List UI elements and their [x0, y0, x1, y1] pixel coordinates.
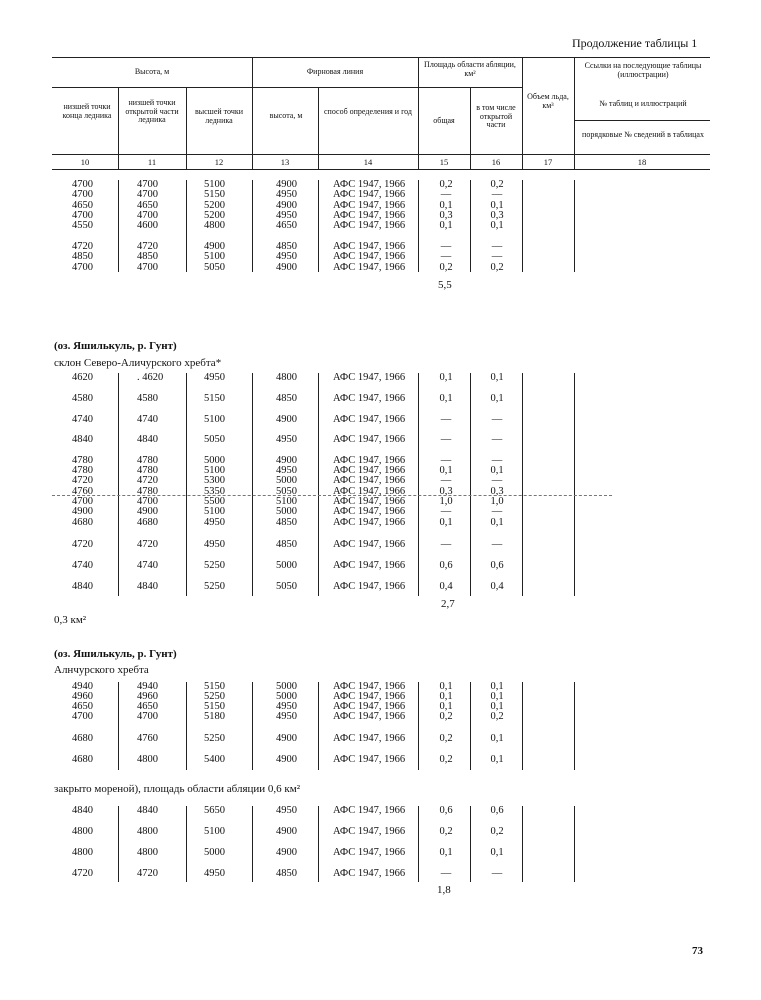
table-cell: 5250	[204, 733, 225, 744]
table-cell: 0,6	[439, 805, 453, 816]
table-cell: 4720	[137, 475, 158, 486]
table-cell: 5050	[276, 581, 297, 592]
table-cell: 0,1	[490, 199, 504, 211]
table-cell: —	[491, 189, 503, 201]
table-cell: 4720	[72, 241, 93, 252]
column-rule	[118, 180, 119, 272]
block-3-subheading: Алнчурского хребта	[54, 664, 149, 676]
table-cell: —	[491, 434, 503, 445]
table-cell: 0,2	[439, 261, 453, 273]
table-cell: АФС 1947, 1966	[333, 517, 406, 528]
header-lowest-end: низшей точки конца ледника	[62, 102, 112, 120]
table-cell: 4680	[72, 517, 93, 528]
column-rule	[574, 180, 575, 272]
column-number: 13	[280, 157, 290, 167]
table-cell: 4800	[276, 372, 297, 383]
table-cell: 4680	[137, 517, 158, 528]
table-cell: 4900	[276, 754, 297, 765]
table-cell: 0,2	[439, 711, 453, 722]
header-area-total: общая	[433, 116, 455, 125]
table-cell: 0,1	[439, 691, 453, 702]
table-cell: 5050	[204, 261, 225, 273]
column-rule	[574, 682, 575, 770]
table-cell: 0,1	[490, 220, 504, 232]
table-cell: 4650	[72, 199, 93, 211]
table-cell: АФС 1947, 1966	[333, 847, 406, 858]
table-cell: 0,3	[490, 486, 504, 497]
table-cell: 5350	[204, 486, 225, 497]
table-cell: 5100	[204, 826, 225, 837]
table-cell: АФС 1947, 1966	[333, 241, 406, 252]
column-rule	[418, 180, 419, 272]
table-cell: —	[491, 414, 503, 425]
table-cell: 4940	[137, 681, 158, 692]
table-cell: АФС 1947, 1966	[333, 465, 406, 476]
continuation-title: Продолжение таблицы 1	[572, 36, 698, 50]
table-cell: 0,1	[439, 220, 453, 232]
table-cell: 5100	[204, 251, 225, 263]
column-rule	[118, 373, 119, 596]
table-cell: 1,0	[439, 496, 453, 507]
table-cell: 4850	[276, 868, 297, 879]
table-cell: 5150	[204, 701, 225, 712]
table-cell: 4900	[276, 733, 297, 744]
table-cell: 4840	[137, 581, 158, 592]
table-cell: 4700	[72, 209, 93, 221]
column-rule	[186, 682, 187, 770]
column-rule	[522, 373, 523, 596]
table-cell: 0,1	[439, 847, 453, 858]
table-cell: 4900	[72, 506, 93, 517]
table-cell: 4900	[276, 847, 297, 858]
column-rule	[252, 180, 253, 272]
table-cell: АФС 1947, 1966	[333, 261, 406, 273]
table-cell: 5500	[204, 496, 225, 507]
table-cell: 0,2	[490, 711, 504, 722]
table-cell: 0,1	[490, 372, 504, 383]
table-cell: АФС 1947, 1966	[333, 733, 406, 744]
table-cell: АФС 1947, 1966	[333, 486, 406, 497]
table-cell: 0,4	[439, 581, 453, 592]
header-refs-ordinal: порядковые № сведений в таблицах	[582, 130, 704, 139]
table-cell: АФС 1947, 1966	[333, 393, 406, 404]
table-cell: —	[440, 539, 452, 550]
column-rule	[186, 373, 187, 596]
table-cell: 5180	[204, 711, 225, 722]
table-cell: 4720	[72, 475, 93, 486]
table-cell: 4900	[276, 414, 297, 425]
table-cell: 4900	[276, 199, 297, 211]
table-cell: 0,2	[490, 179, 504, 190]
table-cell: АФС 1947, 1966	[333, 581, 406, 592]
table-cell: 5100	[204, 506, 225, 517]
table-cell: 4720	[137, 241, 158, 252]
table-cell: 5000	[204, 455, 225, 466]
table-cell: 4900	[276, 261, 297, 273]
table-cell: 4760	[137, 733, 158, 744]
table-cell: 4900	[204, 241, 225, 252]
table-cell: 5000	[276, 475, 297, 486]
table-cell: 5250	[204, 581, 225, 592]
block-2-basin-heading: (оз. Яшилькуль, р. Гунт)	[54, 340, 177, 352]
table-cell: 4900	[276, 826, 297, 837]
column-number: 10	[80, 157, 90, 167]
table-cell: 0,1	[490, 733, 504, 744]
column-rule	[522, 682, 523, 770]
table-cell: 5650	[204, 805, 225, 816]
header-lowest-open: низшей точки открытой части ледника	[125, 98, 179, 124]
table-cell: 4850	[276, 539, 297, 550]
table-cell: 5200	[204, 199, 225, 211]
table-cell: 0,1	[490, 681, 504, 692]
table-cell: 4950	[204, 868, 225, 879]
table-cell: АФС 1947, 1966	[333, 681, 406, 692]
table-cell: 0,2	[439, 826, 453, 837]
header-group-refs: Ссылки на последующие таблицы (иллюстрации)	[584, 61, 702, 79]
table-cell: 0,2	[439, 733, 453, 744]
column-rule	[470, 373, 471, 596]
table-cell: 4950	[204, 539, 225, 550]
table-cell: 4680	[72, 733, 93, 744]
table-cell: 0,2	[439, 754, 453, 765]
table-cell: АФС 1947, 1966	[333, 754, 406, 765]
column-rule	[318, 180, 319, 272]
table-cell: 4700	[72, 189, 93, 201]
column-rule	[318, 806, 319, 882]
table-cell: 4800	[137, 847, 158, 858]
table-cell: 4740	[72, 560, 93, 571]
table-cell: 4700	[137, 496, 158, 507]
table-cell: —	[440, 241, 452, 252]
table-cell: 4740	[72, 414, 93, 425]
column-rule	[522, 180, 523, 272]
table-cell: 4900	[276, 455, 297, 466]
column-rule	[522, 806, 523, 882]
table-cell: —	[491, 455, 503, 466]
table-cell: 4700	[72, 711, 93, 722]
table-cell: 4900	[276, 179, 297, 190]
table-cell: 0,2	[439, 179, 453, 190]
column-number: 16	[491, 157, 501, 167]
table-cell: 5150	[204, 681, 225, 692]
column-number: 11	[147, 157, 157, 167]
table-cell: 4700	[137, 189, 158, 201]
table-cell: 4950	[276, 251, 297, 263]
table-cell: 5050	[276, 486, 297, 497]
table-cell: 0,1	[439, 465, 453, 476]
table-cell: —	[440, 506, 452, 517]
table-cell: 0,1	[439, 372, 453, 383]
table-cell: —	[440, 475, 452, 486]
table-cell: —	[440, 414, 452, 425]
table-cell: 0,3	[439, 486, 453, 497]
header-ice-volume: Объем льда, км³	[527, 92, 569, 110]
table-cell: АФС 1947, 1966	[333, 539, 406, 550]
table-cell: 4700	[137, 179, 158, 190]
table-cell: 4960	[137, 691, 158, 702]
header-firn-method: способ определения и год	[324, 107, 412, 116]
table-cell: 4650	[276, 220, 297, 232]
column-rule	[318, 373, 319, 596]
table-cell: 4700	[137, 209, 158, 221]
table-cell: 5200	[204, 209, 225, 221]
table-cell: АФС 1947, 1966	[333, 506, 406, 517]
table-cell: 4800	[137, 754, 158, 765]
table-cell: 4620	[72, 372, 93, 383]
table-cell: 4550	[72, 220, 93, 232]
table-cell: 4780	[137, 486, 158, 497]
table-cell: 5000	[276, 691, 297, 702]
table-cell: 4850	[276, 241, 297, 252]
table-cell: АФС 1947, 1966	[333, 701, 406, 712]
table-cell: АФС 1947, 1966	[333, 414, 406, 425]
table-cell: 4700	[72, 496, 93, 507]
table-cell: АФС 1947, 1966	[333, 199, 406, 211]
table-cell: 0,1	[490, 691, 504, 702]
table-cell: 0,1	[490, 847, 504, 858]
table-cell: 4760	[72, 486, 93, 497]
table-cell: 4740	[137, 560, 158, 571]
table-cell: 0,1	[490, 701, 504, 712]
table-cell: 5250	[204, 560, 225, 571]
table-cell: 4650	[72, 701, 93, 712]
table-cell: АФС 1947, 1966	[333, 826, 406, 837]
table-cell: 1,0	[490, 496, 504, 507]
table-cell: 4780	[72, 465, 93, 476]
table-cell: 4950	[276, 189, 297, 201]
header-group-firn: Фирновая линия	[306, 67, 364, 76]
table-cell: 4800	[137, 826, 158, 837]
table-cell: 5050	[204, 434, 225, 445]
table-cell: 4840	[72, 434, 93, 445]
table-cell: 4900	[137, 506, 158, 517]
table-cell: 0,1	[490, 465, 504, 476]
table-cell: 5100	[204, 179, 225, 190]
column-number: 12	[214, 157, 224, 167]
table-cell: —	[440, 434, 452, 445]
table-cell: 4840	[72, 581, 93, 592]
table-cell: 0,1	[439, 199, 453, 211]
header-group-height: Высота, м	[134, 67, 170, 76]
table-cell: 4950	[276, 209, 297, 221]
table-cell: 4700	[72, 261, 93, 273]
header-highest: высшей точки ледника	[194, 107, 244, 125]
table-cell: 5300	[204, 475, 225, 486]
table-cell: АФС 1947, 1966	[333, 805, 406, 816]
column-rule	[118, 682, 119, 770]
table-cell: 4780	[137, 465, 158, 476]
column-rule	[470, 682, 471, 770]
table-cell: 4780	[72, 455, 93, 466]
table-cell: 4580	[72, 393, 93, 404]
table-cell: 4700	[72, 179, 93, 190]
block-4-total: 1,8	[437, 884, 451, 896]
table-cell: 5400	[204, 754, 225, 765]
table-cell: —	[491, 506, 503, 517]
table-cell: —	[491, 251, 503, 263]
column-number: 15	[439, 157, 449, 167]
column-rule	[118, 806, 119, 882]
table-cell: —	[440, 455, 452, 466]
table-cell: 4850	[137, 251, 158, 263]
table-cell: 0,2	[490, 261, 504, 273]
column-rule	[470, 180, 471, 272]
table-cell: АФС 1947, 1966	[333, 560, 406, 571]
table-cell: 4800	[72, 826, 93, 837]
table-cell: АФС 1947, 1966	[333, 496, 406, 507]
table-cell: 5150	[204, 189, 225, 201]
table-cell: АФС 1947, 1966	[333, 179, 406, 190]
page-number: 73	[692, 945, 703, 957]
table-cell: 5000	[204, 847, 225, 858]
table-cell: 4740	[137, 414, 158, 425]
table-cell: 0,1	[490, 393, 504, 404]
block-3-note: закрыто мореной), площадь области абляции 0,6 км²	[54, 783, 301, 795]
table-cell: АФС 1947, 1966	[333, 711, 406, 722]
table-cell: 4580	[137, 393, 158, 404]
table-cell: 0,1	[439, 393, 453, 404]
table-cell: АФС 1947, 1966	[333, 475, 406, 486]
table-cell: 5100	[204, 414, 225, 425]
column-rule	[186, 180, 187, 272]
table-cell: 5150	[204, 393, 225, 404]
table-cell: 4700	[137, 711, 158, 722]
block-2-total: 2,7	[441, 598, 455, 610]
header-area-open: в том числе открытой части	[476, 103, 516, 129]
column-number: 17	[543, 157, 553, 167]
table-cell: 4720	[72, 868, 93, 879]
column-rule	[318, 682, 319, 770]
table-cell: 4950	[276, 434, 297, 445]
table-cell: 4840	[137, 434, 158, 445]
column-rule	[252, 806, 253, 882]
table-cell: 4950	[204, 517, 225, 528]
table-cell: АФС 1947, 1966	[333, 209, 406, 221]
block-2-subheading: склон Северо-Аличурского хребта*	[54, 357, 222, 369]
table-cell: 4600	[137, 220, 158, 232]
table-cell: 4650	[137, 199, 158, 211]
table-cell: —	[491, 475, 503, 486]
column-rule	[574, 373, 575, 596]
table-cell: 4960	[72, 691, 93, 702]
table-cell: АФС 1947, 1966	[333, 251, 406, 263]
table-cell: 4650	[137, 701, 158, 712]
table-cell: 4800	[204, 220, 225, 232]
table-cell: 4700	[137, 261, 158, 273]
table-cell: —	[440, 251, 452, 263]
table-cell: 4780	[137, 455, 158, 466]
table-cell: АФС 1947, 1966	[333, 372, 406, 383]
table-cell: 5100	[204, 465, 225, 476]
table-cell: 0,1	[490, 754, 504, 765]
table-cell: 5250	[204, 691, 225, 702]
table-cell: 5000	[276, 560, 297, 571]
table-cell: 4720	[137, 539, 158, 550]
block-2-note: 0,3 км²	[54, 614, 87, 626]
table-cell: 4720	[72, 539, 93, 550]
column-rule	[186, 806, 187, 882]
table-cell: 4840	[72, 805, 93, 816]
table-cell: 0,6	[439, 560, 453, 571]
table-cell: 4950	[276, 465, 297, 476]
table-cell: —	[440, 189, 452, 201]
table-cell: АФС 1947, 1966	[333, 691, 406, 702]
table-cell: 0,1	[439, 517, 453, 528]
table-cell: АФС 1947, 1966	[333, 868, 406, 879]
table-cell: 4840	[137, 805, 158, 816]
table-cell: АФС 1947, 1966	[333, 189, 406, 201]
table-cell: 4850	[276, 517, 297, 528]
table-cell: 4950	[276, 701, 297, 712]
table-cell: 0,1	[439, 681, 453, 692]
column-number: 14	[363, 157, 373, 167]
table-cell: АФС 1947, 1966	[333, 455, 406, 466]
table-cell: . 4620	[137, 372, 164, 383]
table-cell: 4800	[72, 847, 93, 858]
table-cell: 0,4	[490, 581, 504, 592]
table-cell: 0,6	[490, 560, 504, 571]
column-rule	[252, 682, 253, 770]
table-cell: 5100	[276, 496, 297, 507]
table-cell: 4850	[276, 393, 297, 404]
table-cell: 4950	[276, 805, 297, 816]
column-rule	[470, 806, 471, 882]
block-1-total: 5,5	[438, 279, 452, 291]
table-cell: 0,3	[439, 209, 453, 221]
column-rule	[252, 373, 253, 596]
table-cell: 5000	[276, 681, 297, 692]
header-firn-height: высота, м	[269, 111, 303, 120]
table-cell: 4940	[72, 681, 93, 692]
table-cell: 0,3	[490, 209, 504, 221]
table-cell: АФС 1947, 1966	[333, 434, 406, 445]
column-rule	[418, 682, 419, 770]
table-cell: —	[491, 539, 503, 550]
column-rule	[418, 373, 419, 596]
dashed-rule	[52, 495, 612, 496]
header-group-area: Площадь области абляции, км²	[424, 60, 516, 78]
table-cell: 4950	[204, 372, 225, 383]
table-cell: —	[491, 241, 503, 252]
table-cell: 4850	[72, 251, 93, 263]
column-rule	[574, 806, 575, 882]
table-cell: 0,1	[439, 701, 453, 712]
table-cell: 0,6	[490, 805, 504, 816]
table-cell: —	[440, 868, 452, 879]
table-cell: —	[491, 868, 503, 879]
table-cell: 4720	[137, 868, 158, 879]
table-cell: 4950	[276, 711, 297, 722]
table-cell: АФС 1947, 1966	[333, 220, 406, 232]
table-cell: 0,1	[490, 517, 504, 528]
table-cell: 5000	[276, 506, 297, 517]
header-refs-tables: № таблиц и иллюстраций	[599, 99, 687, 108]
block-3-basin-heading: (оз. Яшилькуль, р. Гунт)	[54, 648, 177, 660]
table-cell: 4680	[72, 754, 93, 765]
table-cell: 0,2	[490, 826, 504, 837]
column-number: 18	[637, 157, 647, 167]
column-rule	[418, 806, 419, 882]
